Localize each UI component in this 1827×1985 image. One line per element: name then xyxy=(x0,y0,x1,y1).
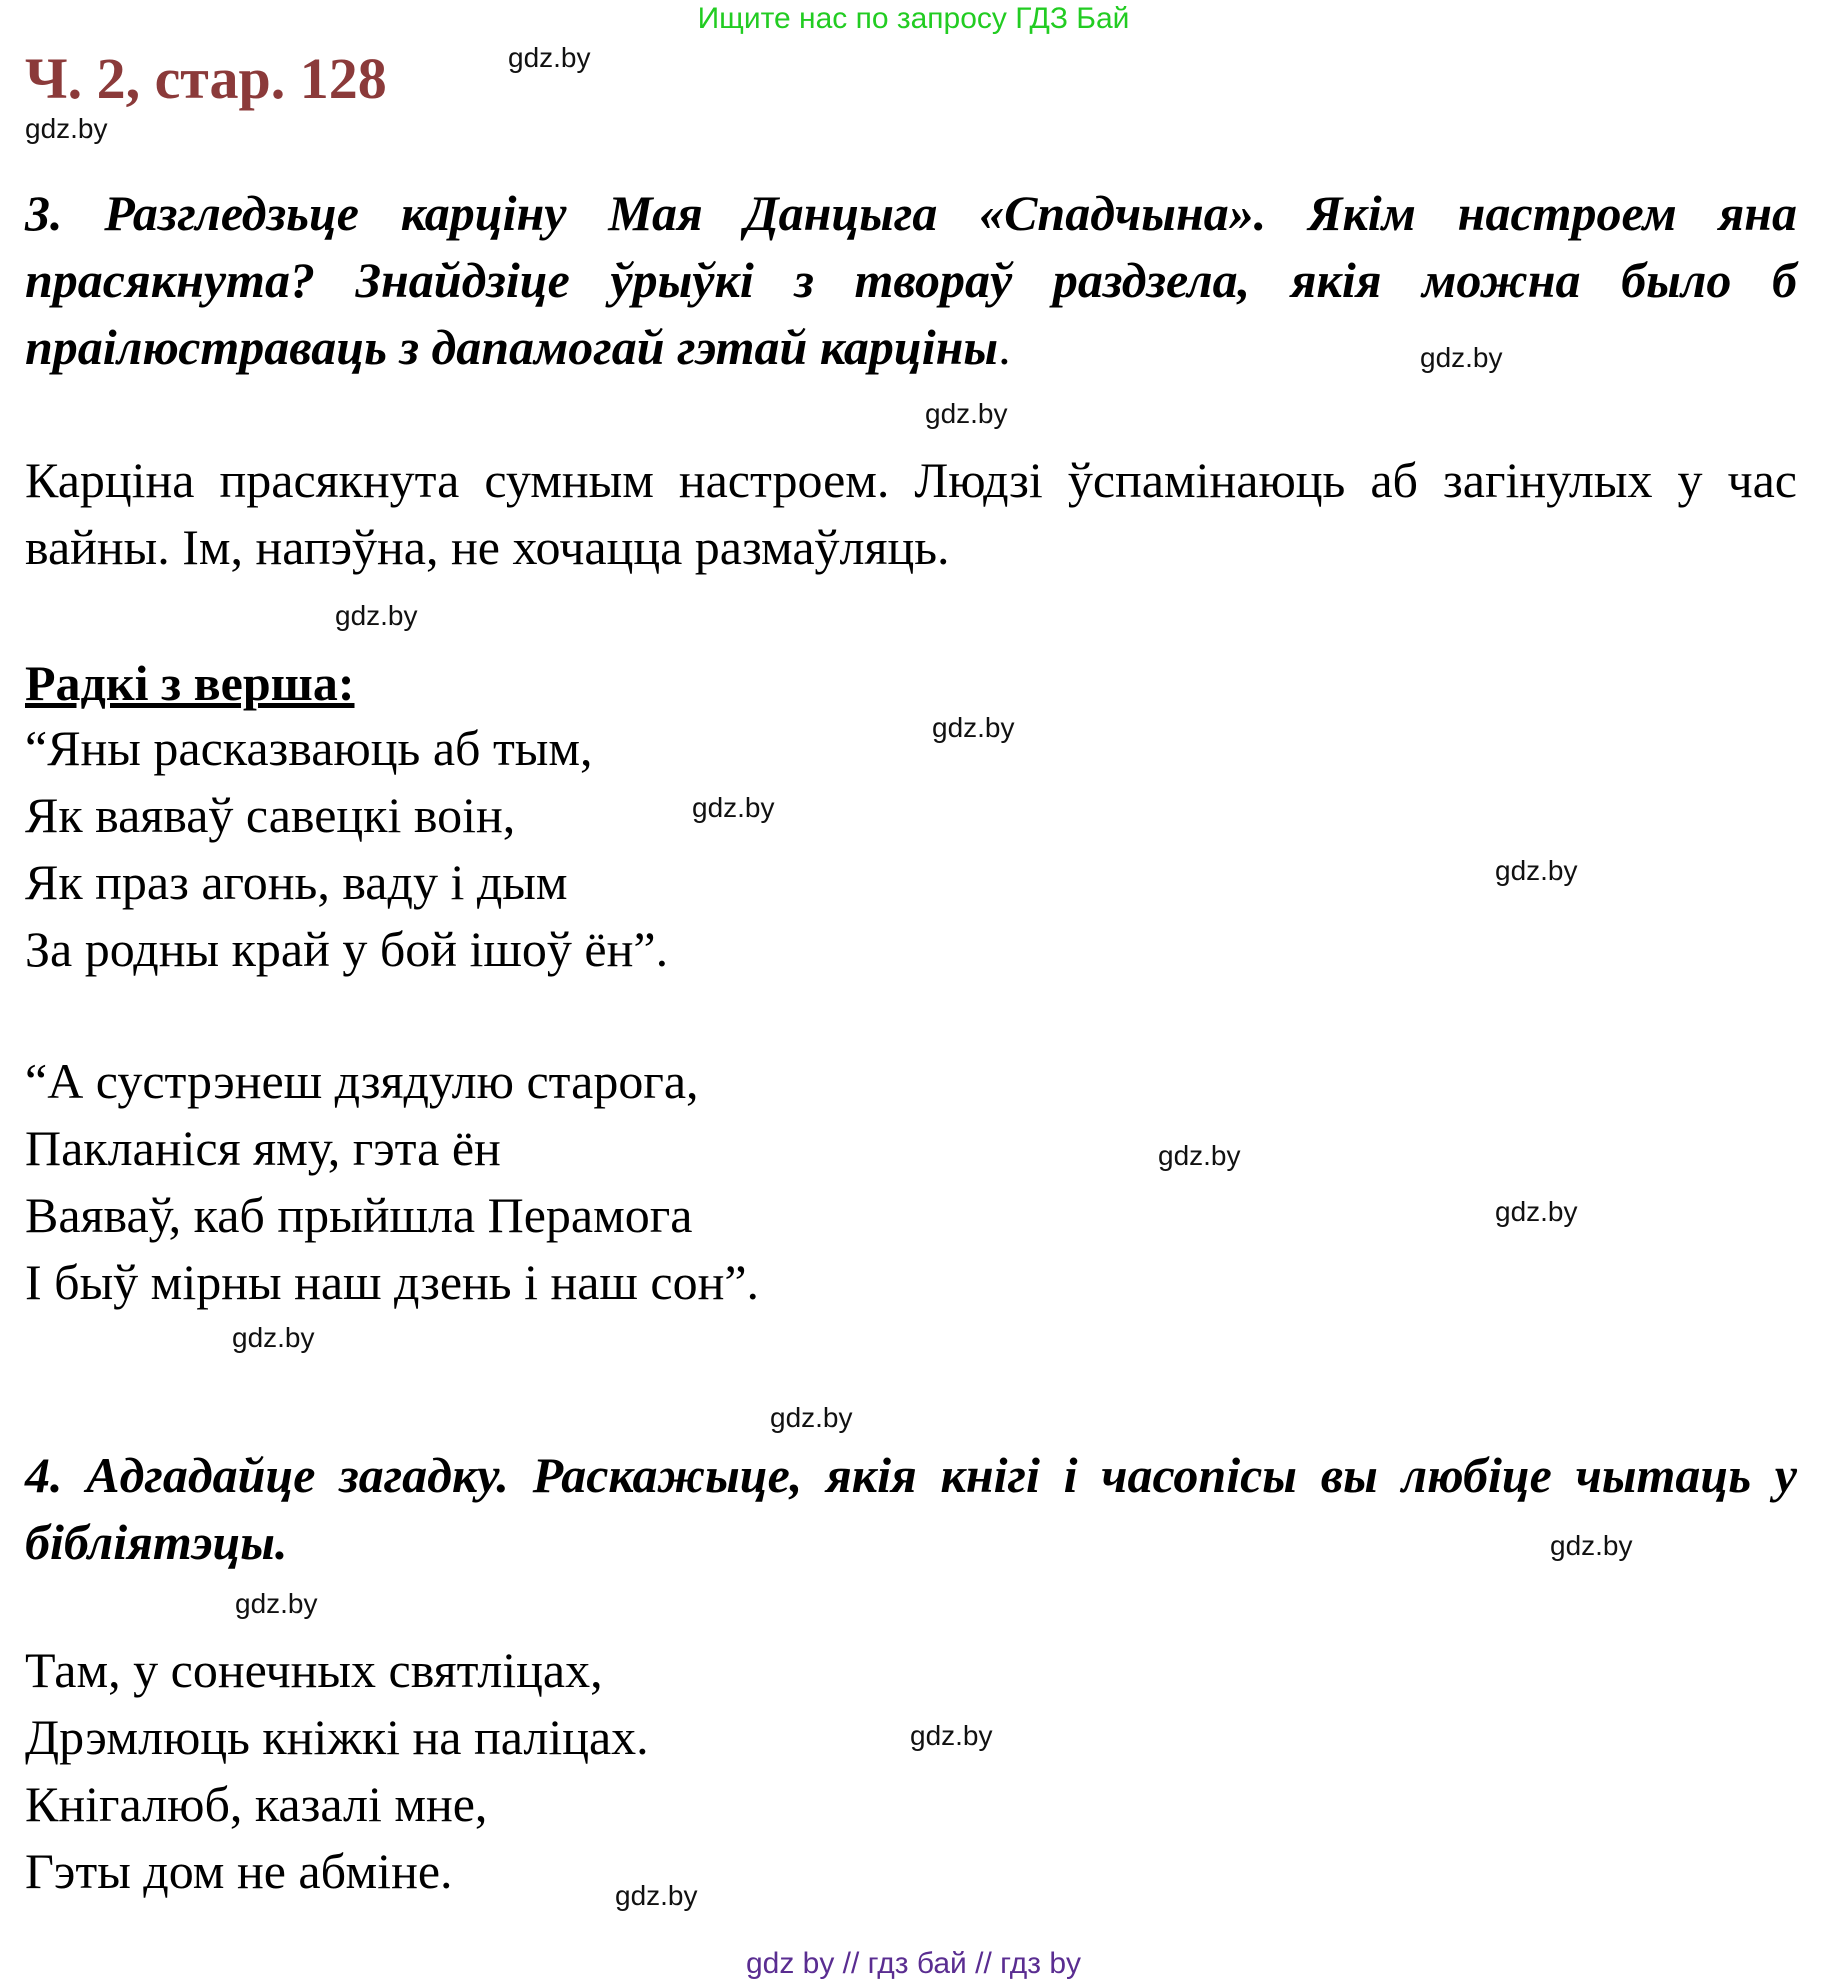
task-3-text: 3. Разгледзьце карціну Мая Данцыга «Спадчына». Якім настроем яна прасякнута? Знайдзіце ўрыўкі з твораў раздзела, якія можна было б праілюстраваць з дапамогай гэтай карціны xyxy=(25,185,1797,375)
watermark: gdz.by xyxy=(25,113,108,144)
watermark: gdz.by xyxy=(1495,855,1578,886)
task-3 xyxy=(25,180,1797,381)
watermark: gdz.by xyxy=(1550,1530,1633,1561)
watermark: gdz.by xyxy=(1158,1140,1241,1171)
riddle-line: Кнігалюб, казалі мне, xyxy=(25,1776,488,1832)
verse-line: За родны край у бой ішоў ён”. xyxy=(25,921,669,977)
verse-line: Як ваяваў савецкі воін, xyxy=(25,787,516,843)
watermark: gdz.by xyxy=(508,42,591,73)
riddle-line: Гэты дом не абміне. xyxy=(25,1843,453,1899)
answer-3: Карціна прасякнута сумным настроем. Людзі ўспамінаюць аб загінулых у час вайны. Ім, напэўна, не хочацца размаўляць. xyxy=(25,452,1797,575)
footer-links: gdz by // гдз бай // гдз by xyxy=(745,1947,1082,1980)
verse-line: “Яны расказваюць аб тым, xyxy=(25,720,593,776)
page-title: Ч. 2, стар. 128 xyxy=(25,46,387,111)
watermark: gdz.by xyxy=(910,1720,993,1751)
stanza-1 xyxy=(25,715,668,983)
watermark: gdz.by xyxy=(1420,342,1503,373)
stanza-2 xyxy=(25,1048,759,1316)
watermark: gdz.by xyxy=(925,398,1008,429)
watermark: gdz.by xyxy=(232,1322,315,1353)
watermark: gdz.by xyxy=(692,792,775,823)
riddle xyxy=(25,1637,649,1905)
verse-line: “А сустрэнеш дзядулю старога, xyxy=(25,1053,699,1109)
watermark: gdz.by xyxy=(1495,1196,1578,1227)
task-4: 4. Адгадайце загадку. Раскажыце, якія кнігі і часопісы вы любіце чытаць у бібліятэцы. xyxy=(25,1447,1797,1570)
watermark: gdz.by xyxy=(770,1402,853,1433)
verse-line: Як праз агонь, ваду і дым xyxy=(25,854,568,910)
watermark: gdz.by xyxy=(235,1588,318,1619)
verse-line: Ваяваў, каб прыйшла Перамога xyxy=(25,1187,693,1243)
watermark: gdz.by xyxy=(335,600,418,631)
verse-heading: Радкі з верша: xyxy=(25,655,355,711)
top-banner: Ищите нас по запросу ГДЗ Бай xyxy=(697,2,1130,35)
riddle-line: Там, у сонечных святліцах, xyxy=(25,1642,603,1698)
verse-line: Пакланіся яму, гэта ён xyxy=(25,1120,501,1176)
watermark: gdz.by xyxy=(615,1880,698,1911)
task-3-end: . xyxy=(998,319,1011,375)
riddle-line: Дрэмлюць кніжкі на паліцах. xyxy=(25,1709,649,1765)
watermark: gdz.by xyxy=(932,712,1015,743)
verse-line: І быў мірны наш дзень і наш сон”. xyxy=(25,1254,760,1310)
